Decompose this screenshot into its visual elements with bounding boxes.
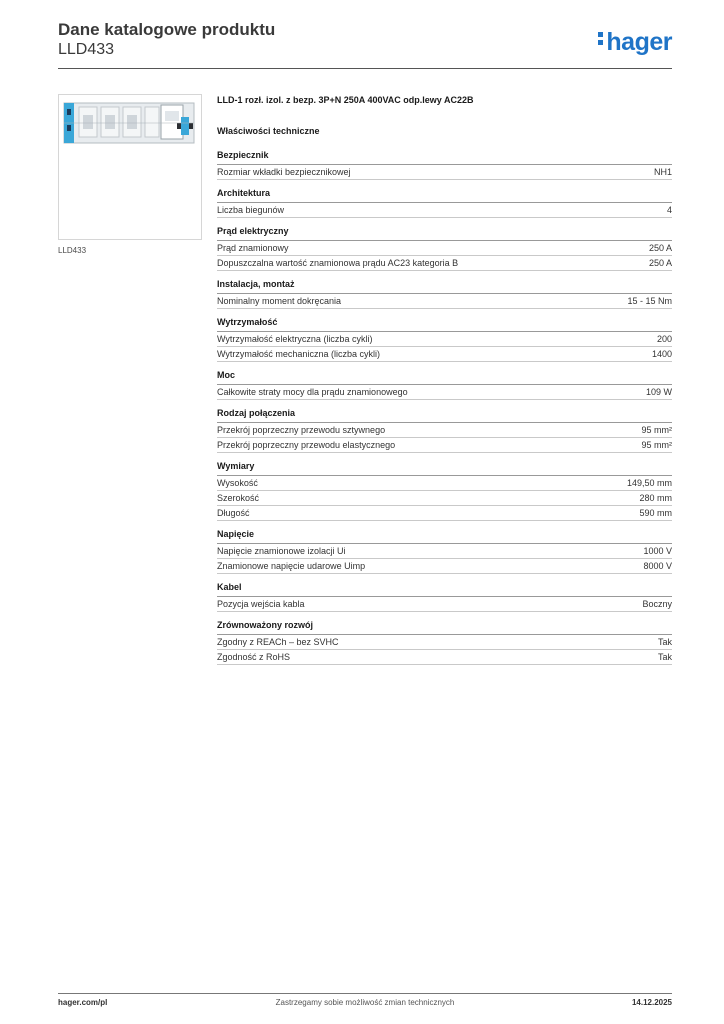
spec-row bbox=[217, 423, 672, 438]
spec-row bbox=[217, 294, 672, 309]
spec-group bbox=[217, 316, 672, 362]
spec-group-title: Zrównoważony rozwój bbox=[217, 619, 672, 635]
spec-row bbox=[217, 165, 672, 180]
spec-value: 4 bbox=[666, 205, 672, 215]
spec-row bbox=[217, 597, 672, 612]
spec-value: 15 - 15 Nm bbox=[627, 296, 672, 306]
specifications bbox=[217, 94, 672, 672]
product-code: LLD433 bbox=[58, 41, 115, 58]
spec-row bbox=[217, 203, 672, 218]
spec-group bbox=[217, 149, 672, 180]
spec-group bbox=[217, 369, 672, 400]
spec-value: Boczny bbox=[642, 599, 672, 609]
technical-properties-heading: Właściwości techniczne bbox=[217, 126, 320, 136]
spec-label: Napięcie znamionowe izolacji Ui bbox=[217, 546, 346, 556]
spec-group-title: Napięcie bbox=[217, 528, 672, 544]
spec-value: Tak bbox=[657, 652, 672, 662]
spec-groups bbox=[217, 149, 672, 665]
spec-row bbox=[217, 544, 672, 559]
spec-value: 109 W bbox=[645, 387, 672, 397]
spec-label: Przekrój poprzeczny przewodu sztywnego bbox=[217, 425, 386, 435]
spec-row bbox=[217, 241, 672, 256]
spec-row bbox=[217, 559, 672, 574]
spec-label: Prąd znamionowy bbox=[217, 243, 289, 253]
logo-text: hager bbox=[606, 28, 672, 56]
spec-value: 1400 bbox=[651, 349, 672, 359]
spec-label: Znamionowe napięcie udarowe Uimp bbox=[217, 561, 366, 571]
disclaimer: Zastrzegamy sobie możliwość zmian technicznych bbox=[275, 998, 455, 1007]
spec-label: Szerokość bbox=[217, 493, 260, 503]
spec-group-title: Moc bbox=[217, 369, 672, 385]
spec-group-title: Kabel bbox=[217, 581, 672, 597]
spec-label: Długość bbox=[217, 508, 250, 518]
spec-row bbox=[217, 332, 672, 347]
spec-value: 200 bbox=[656, 334, 672, 344]
spec-value: 250 A bbox=[648, 243, 672, 253]
spec-value: 250 A bbox=[648, 258, 672, 268]
spec-group bbox=[217, 528, 672, 574]
spec-group bbox=[217, 619, 672, 665]
spec-group bbox=[217, 225, 672, 271]
website-link[interactable]: hager.com/pl bbox=[58, 998, 108, 1007]
spec-value: 280 mm bbox=[639, 493, 672, 503]
product-description: LLD-1 rozł. izol. z bezp. 3P+N 250A 400VAC odp.lewy AC22B bbox=[217, 95, 474, 105]
document-title: Dane katalogowe produktu bbox=[58, 20, 276, 39]
spec-value: 95 mm² bbox=[641, 425, 672, 435]
spec-value: 590 mm bbox=[639, 508, 672, 518]
logo-dots-icon bbox=[598, 32, 603, 48]
spec-row bbox=[217, 650, 672, 665]
spec-row bbox=[217, 506, 672, 521]
spec-label: Liczba biegunów bbox=[217, 205, 285, 215]
spec-group bbox=[217, 187, 672, 218]
spec-label: Całkowite straty mocy dla prądu znamionowego bbox=[217, 387, 408, 397]
spec-value: Tak bbox=[657, 637, 672, 647]
photo-caption: LLD433 bbox=[58, 246, 87, 255]
spec-group-title: Architektura bbox=[217, 187, 672, 203]
spec-group-title: Rodzaj połączenia bbox=[217, 407, 672, 423]
spec-label: Dopuszczalna wartość znamionowa prądu AC23 kategoria B bbox=[217, 258, 459, 268]
spec-label: Wytrzymałość mechaniczna (liczba cykli) bbox=[217, 349, 380, 359]
spec-row bbox=[217, 491, 672, 506]
spec-group-title: Instalacja, montaż bbox=[217, 278, 672, 294]
spec-row bbox=[217, 347, 672, 362]
spec-label: Wysokość bbox=[217, 478, 258, 488]
product-photo bbox=[58, 94, 202, 240]
spec-label: Rozmiar wkładki bezpiecznikowej bbox=[217, 167, 351, 177]
spec-value: 1000 V bbox=[643, 546, 672, 556]
spec-value: 8000 V bbox=[643, 561, 672, 571]
print-date: 14.12.2025 bbox=[631, 998, 672, 1007]
spec-value: 149,50 mm bbox=[626, 478, 672, 488]
spec-group-title: Wytrzymałość bbox=[217, 316, 672, 332]
spec-group bbox=[217, 407, 672, 453]
spec-label: Zgodność z RoHS bbox=[217, 652, 291, 662]
product-image-column bbox=[58, 94, 202, 255]
spec-group-title: Wymiary bbox=[217, 460, 672, 476]
spec-label: Nominalny moment dokręcania bbox=[217, 296, 342, 306]
spec-row bbox=[217, 385, 672, 400]
spec-label: Zgodny z REACh – bez SVHC bbox=[217, 637, 339, 647]
spec-row bbox=[217, 635, 672, 650]
spec-group bbox=[217, 581, 672, 612]
spec-row bbox=[217, 256, 672, 271]
spec-row bbox=[217, 476, 672, 491]
spec-value: NH1 bbox=[653, 167, 672, 177]
spec-label: Przekrój poprzeczny przewodu elastycznego bbox=[217, 440, 396, 450]
spec-group-title: Bezpiecznik bbox=[217, 149, 672, 165]
spec-row bbox=[217, 438, 672, 453]
spec-label: Pozycja wejścia kabla bbox=[217, 599, 305, 609]
switch-disconnector-image-icon bbox=[59, 95, 201, 239]
page-header bbox=[58, 20, 672, 66]
spec-group-title: Prąd elektryczny bbox=[217, 225, 672, 241]
spec-label: Wytrzymałość elektryczna (liczba cykli) bbox=[217, 334, 373, 344]
header-divider bbox=[58, 68, 672, 69]
hager-logo[interactable] bbox=[598, 28, 672, 57]
spec-group bbox=[217, 460, 672, 521]
footer-divider bbox=[58, 993, 672, 994]
spec-value: 95 mm² bbox=[641, 440, 672, 450]
spec-group bbox=[217, 278, 672, 309]
